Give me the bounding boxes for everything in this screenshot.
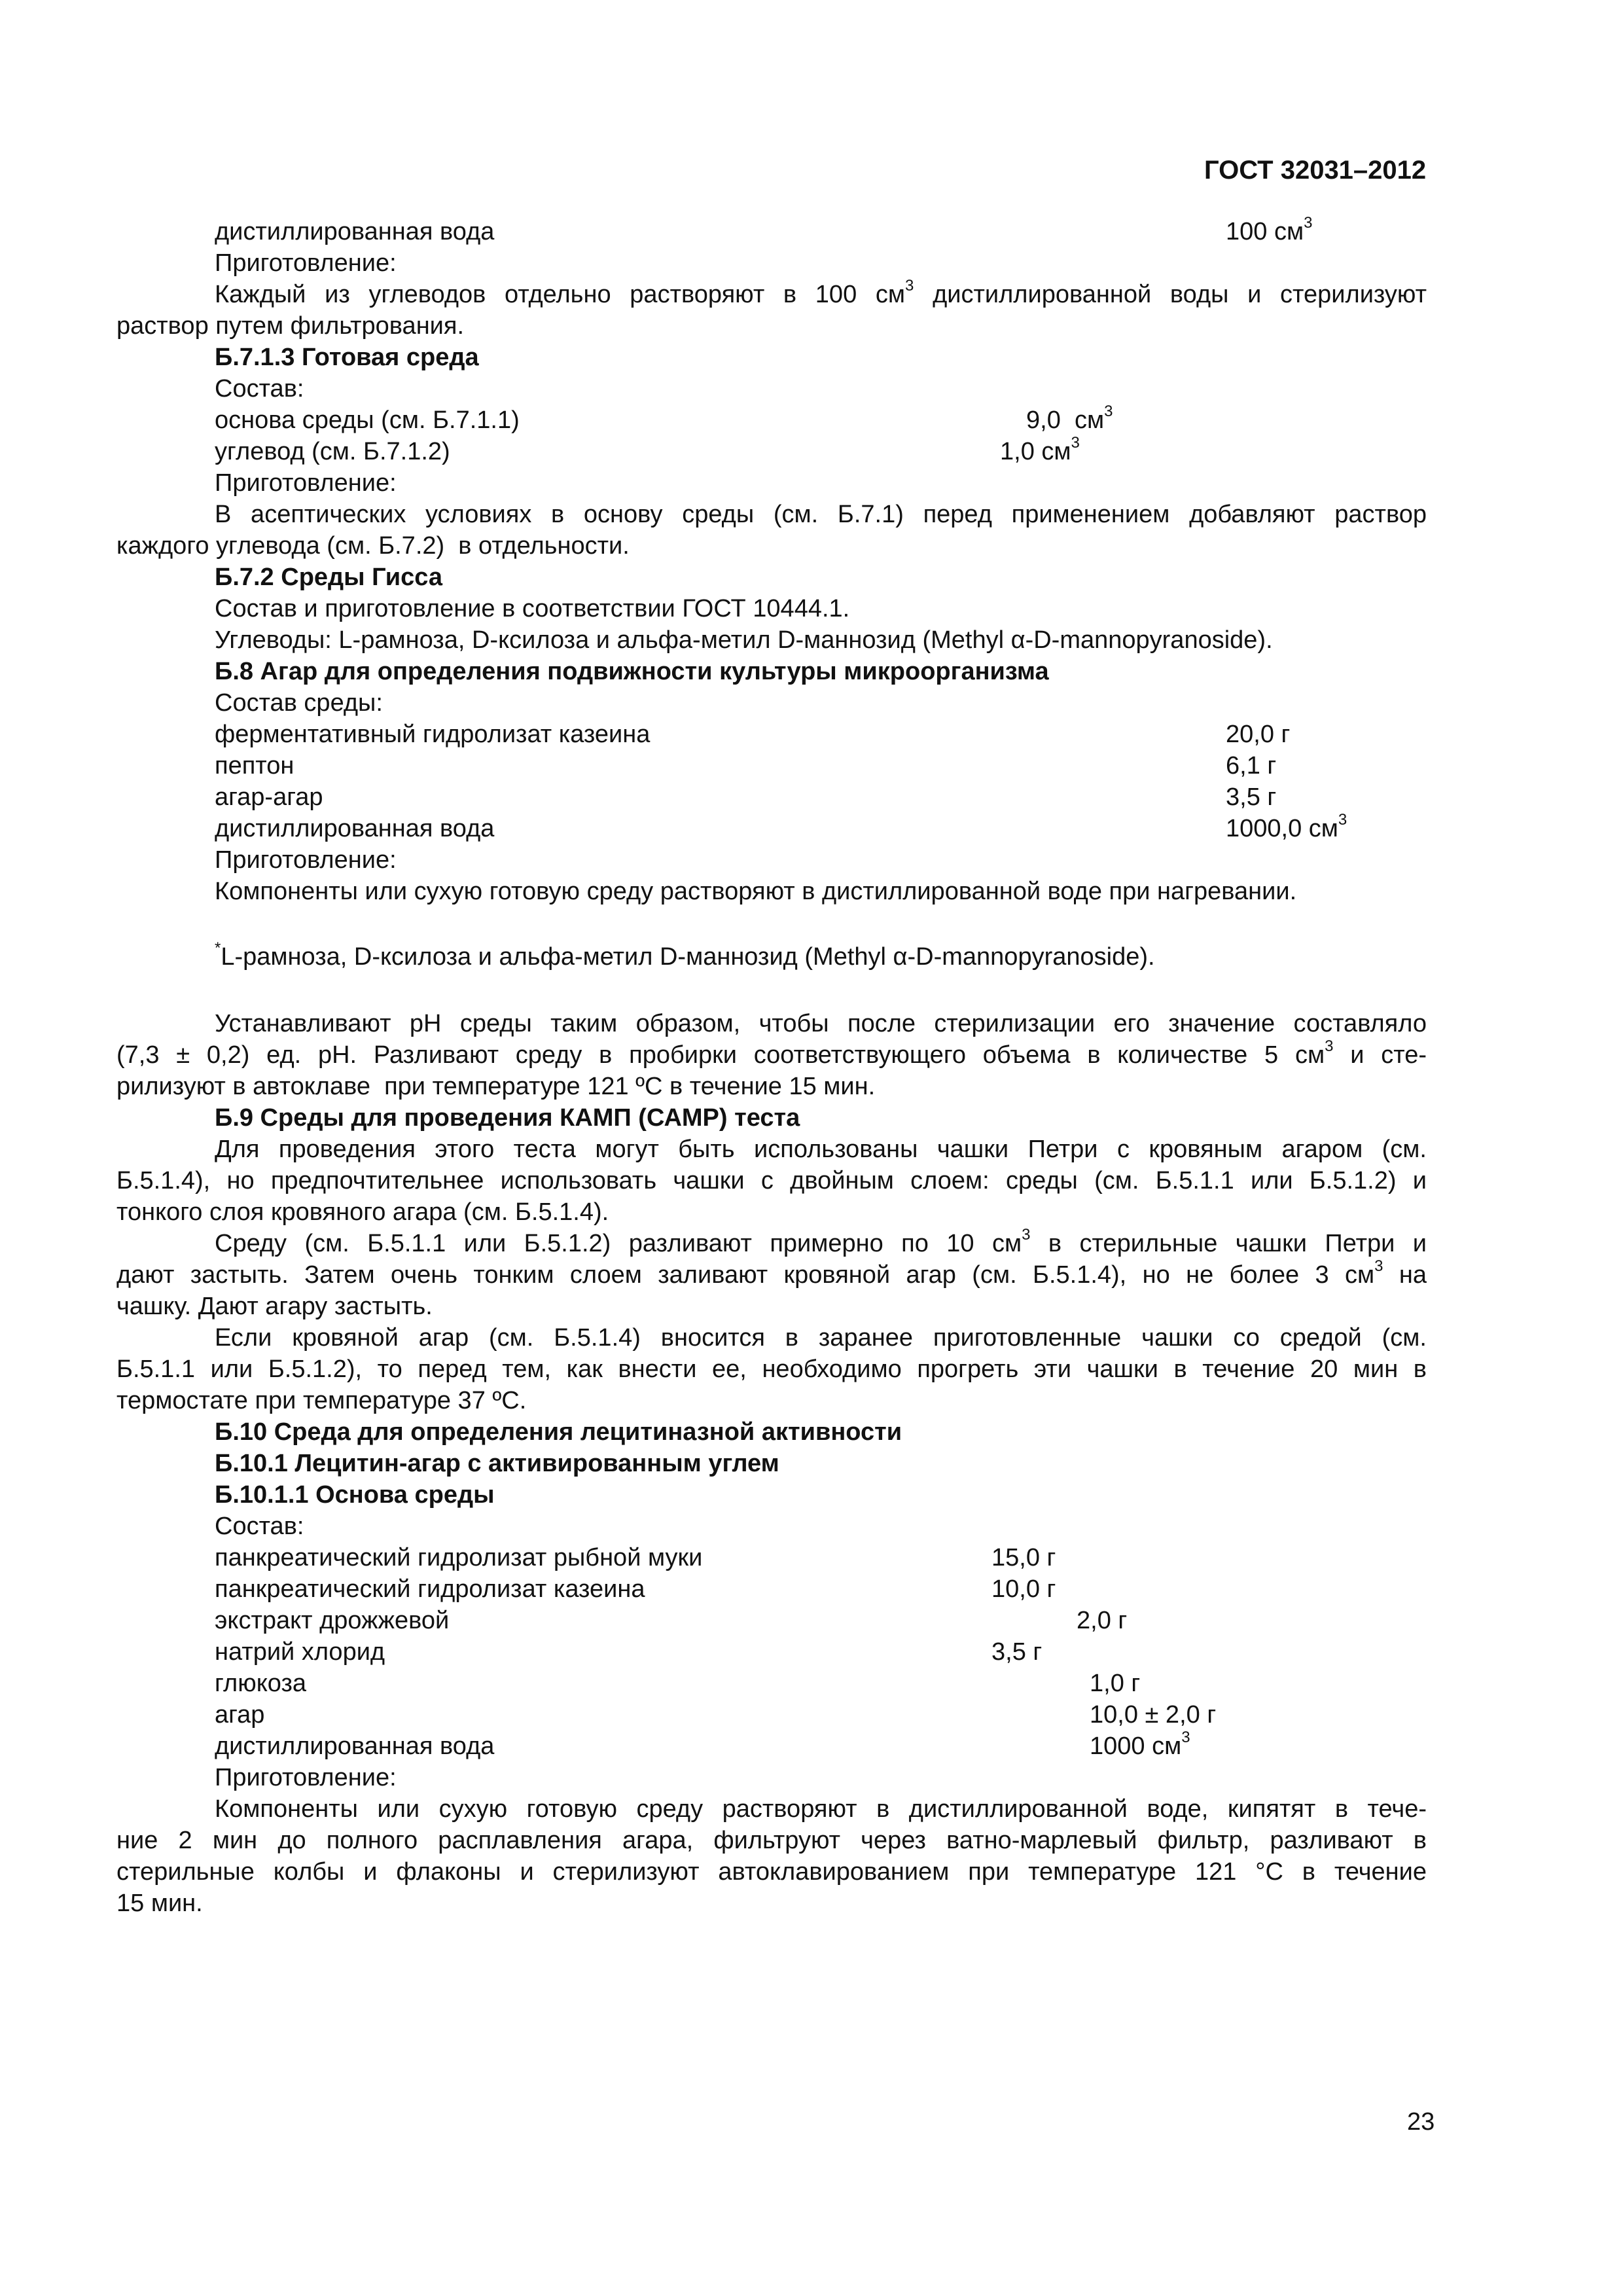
ingredient-value: 6,1 г <box>1226 752 1277 780</box>
ingredient-value: 1,0 г <box>1090 1670 1141 1697</box>
paragraph-line: каждого углевода (см. Б.7.2) в отдельности. <box>116 532 630 560</box>
prep-label: Приготовление: <box>215 1764 397 1791</box>
paragraph-line: В асептических условиях в основу среды (см. Б.7.1) перед применением добавляют раствор <box>215 501 1427 528</box>
ingredient-value: 15,0 г <box>991 1544 1056 1571</box>
section-heading: Б.10.1.1 Основа среды <box>215 1481 495 1509</box>
paragraph-line: тонкого слоя кровяного агара (см. Б.5.1.4). <box>116 1198 609 1226</box>
paragraph-line: Углеводы: L-рамноза, D-ксилоза и альфа-метил D-маннозид (Methyl α-D-mannopyranoside). <box>215 626 1273 654</box>
paragraph-line: Б.5.1.4), но предпочтительнее использовать чашки с двойным слоем: среды (см. Б.5.1.1 или Б.5.1.2) и <box>116 1167 1427 1194</box>
paragraph-line: Состав и приготовление в соответствии ГОСТ 10444.1. <box>215 595 850 622</box>
paragraph-line: Для проведения этого теста могут быть использованы чашки Петри с кровяным агаром (см. <box>215 1136 1427 1163</box>
section-heading: Б.8 Агар для определения подвижности культуры микроорганизма <box>215 658 1049 685</box>
footnote: *L-рамноза, D-ксилоза и альфа-метил D-маннозид (Methyl α-D-mannopyranoside). <box>215 939 1155 971</box>
standard-header: ГОСТ 32031–2012 <box>1204 156 1427 185</box>
ingredient-value: 3,5 г <box>991 1638 1043 1666</box>
ingredient-value: 20,0 г <box>1226 721 1291 748</box>
ingredient-value: 9,0 $см^3$ <box>1026 403 1113 434</box>
paragraph-line: Компоненты или сухую готовую среду растворяют в дистиллированной воде при нагревании. <box>215 878 1297 905</box>
paragraph-line: стерильные колбы и флаконы и стерилизуют автоклавированием при температуре 121 °С в течение <box>116 1858 1427 1886</box>
composition-label: Состав: <box>215 375 304 403</box>
ingredient-label: панкреатический гидролизат казеина <box>215 1575 645 1603</box>
ingredient-value: 1,0 $см^3$ <box>1000 434 1080 465</box>
section-heading: Б.7.2 Среды Гисса <box>215 564 442 591</box>
water-label: дистиллированная вода <box>215 218 495 245</box>
paragraph-line: дают застыть. Затем очень тонким слоем заливают кровяной агар (см. Б.5.1.4), но не более 3 $см^3$ на <box>116 1257 1427 1289</box>
paragraph-line: Каждый из углеводов отдельно растворяют в 100 $см^3$ дистиллированной воды и стерилизуют <box>215 277 1427 308</box>
ingredient-label: агар <box>215 1701 265 1729</box>
ingredient-label: основа среды (см. Б.7.1.1) <box>215 406 520 434</box>
paragraph-line: термостате при температуре 37 ºС. <box>116 1387 527 1414</box>
prep-label: Приготовление: <box>215 846 397 874</box>
paragraph-line: 15 мин. <box>116 1890 203 1917</box>
footnote-mark: * <box>215 939 221 958</box>
section-heading: Б.10 Среда для определения лецитиназной активности <box>215 1418 902 1446</box>
ingredient-value: 2,0 г <box>1077 1607 1128 1634</box>
paragraph-line: (7,3 ± 0,2) ед. рН. Разливают среду в пробирки соответствующего объема в количестве 5 $см^3$ и сте- <box>116 1037 1427 1069</box>
paragraph-line: Б.5.1.1 или Б.5.1.2), то перед тем, как внести ее, необходимо прогреть эти чашки в течение 20 мин в <box>116 1355 1427 1383</box>
ingredient-value: 1000 $см^3$ <box>1090 1729 1190 1760</box>
ingredient-label: натрий хлорид <box>215 1638 385 1666</box>
paragraph-line: Среду (см. Б.5.1.1 или Б.5.1.2) разливают примерно по 10 $см^3$ в стерильные чашки Петри и <box>215 1226 1427 1257</box>
ingredient-value: 1000,0 $см^3$ <box>1226 811 1347 842</box>
composition-label: Состав: <box>215 1513 304 1540</box>
ingredient-value: 10,0 ± 2,0 г <box>1090 1701 1217 1729</box>
paragraph-line: Устанавливают рН среды таким образом, чтобы после стерилизации его значение составляло <box>215 1010 1427 1037</box>
ingredient-label: агар-агар <box>215 783 323 811</box>
paragraph-line: раствор путем фильтрования. <box>116 312 465 340</box>
paragraph-line: чашку. Дают агару застыть. <box>116 1293 433 1320</box>
section-heading: Б.7.1.3 Готовая среда <box>215 344 479 371</box>
paragraph-line: рилизуют в автоклаве при температуре 121 ºС в течение 15 мин. <box>116 1073 876 1100</box>
ingredient-label: углевод (см. Б.7.1.2) <box>215 438 450 465</box>
ingredient-label: ферментативный гидролизат казеина <box>215 721 651 748</box>
paragraph-line: Если кровяной агар (см. Б.5.1.4) вносится в заранее приготовленные чашки со средой (см. <box>215 1324 1427 1352</box>
ingredient-value: 10,0 г <box>991 1575 1056 1603</box>
prep-label: Приготовление: <box>215 249 397 277</box>
page-number: 23 <box>1407 2108 1435 2136</box>
water-value: 100 $см^3$ <box>1226 214 1313 245</box>
ingredient-label: панкреатический гидролизат рыбной муки <box>215 1544 703 1571</box>
ingredient-label: дистиллированная вода <box>215 1732 495 1760</box>
paragraph-line: ние 2 мин до полного расплавления агара, фильтруют через ватно-марлевый фильтр, разливают в <box>116 1827 1427 1854</box>
prep-label: Приготовление: <box>215 469 397 497</box>
paragraph-line: Компоненты или сухую готовую среду растворяют в дистиллированной воде, кипятят в тече- <box>215 1795 1427 1823</box>
section-heading: Б.10.1 Лецитин-агар с активированным углем <box>215 1450 779 1477</box>
ingredient-label: глюкоза <box>215 1670 307 1697</box>
ingredient-label: пептон <box>215 752 294 780</box>
ingredient-label: экстракт дрожжевой <box>215 1607 450 1634</box>
section-heading: Б.9 Среды для проведения КАМП (САМР) теста <box>215 1104 800 1132</box>
ingredient-value: 3,5 г <box>1226 783 1277 811</box>
composition-label: Состав среды: <box>215 689 383 717</box>
ingredient-label: дистиллированная вода <box>215 815 495 842</box>
